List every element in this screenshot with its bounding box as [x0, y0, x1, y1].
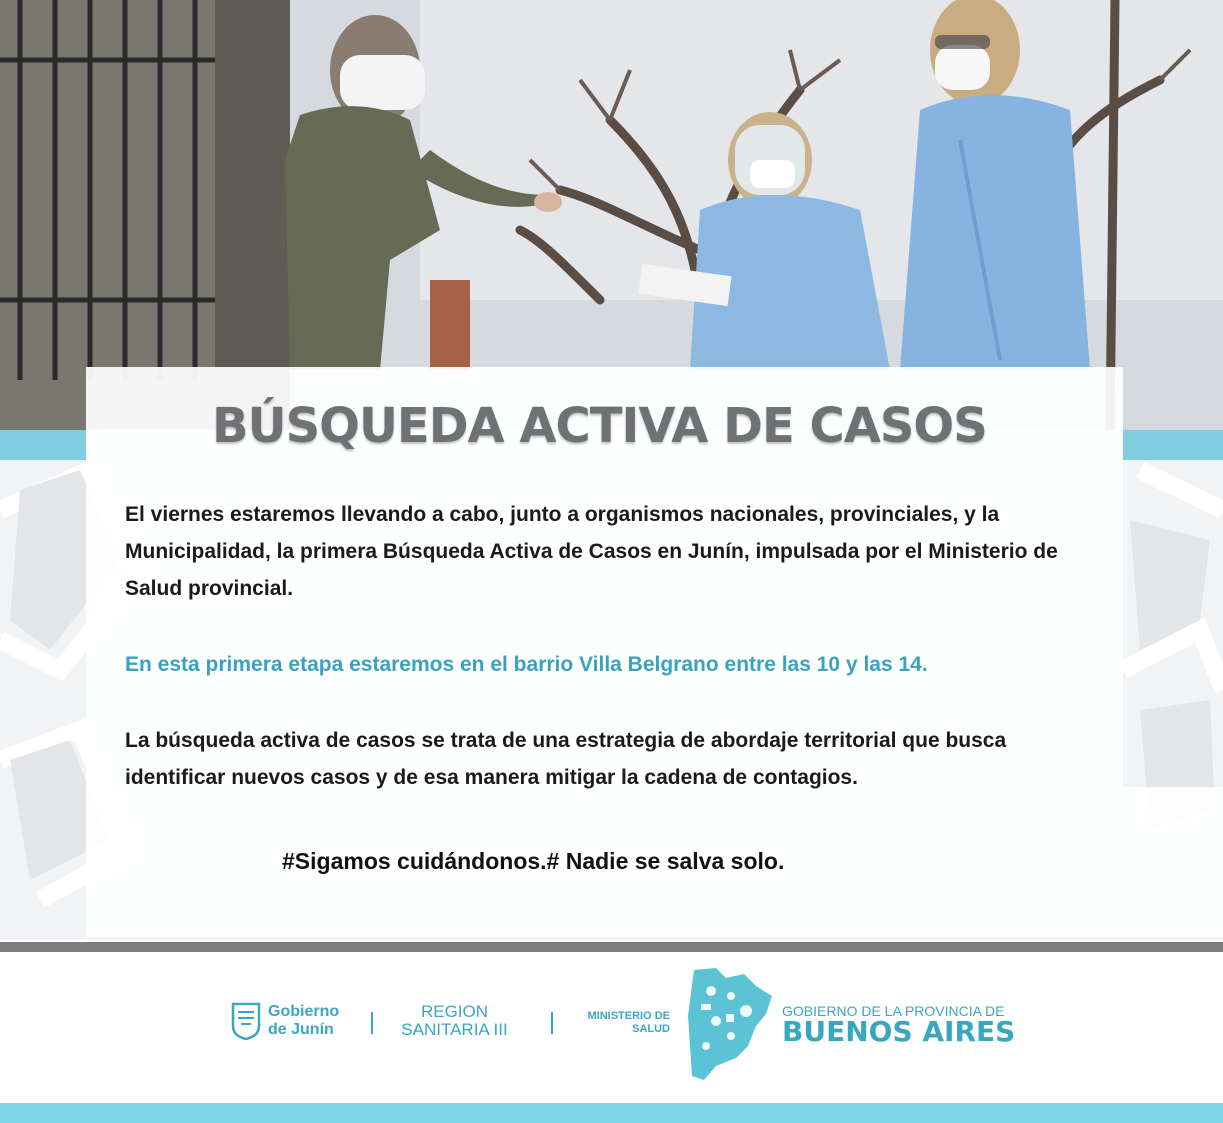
- paragraph-schedule: En esta primera etapa estaremos en el barrio Villa Belgrano entre las 10 y las 14.: [125, 653, 928, 676]
- paragraph-description: La búsqueda activa de casos se trata de una estrategia de abordaje territorial que busca identificar nuevos casos y de esa manera mitigar la cadena de contagios.: [125, 729, 1007, 789]
- teal-accent-band-left: [0, 430, 86, 460]
- header-photo: [0, 0, 1223, 430]
- page-title: BÚSQUEDA ACTIVA DE CASOS: [212, 398, 987, 454]
- junin-shield-logo-icon: [231, 1002, 261, 1040]
- logo-separator: [371, 1012, 373, 1034]
- region-logo-line1: REGION: [420, 1002, 489, 1021]
- hashtag-slogan: #Sigamos cuidándonos.# Nadie se salva solo.: [282, 848, 785, 874]
- header-photo-illustration: [0, 0, 1223, 430]
- junin-logo-line1: Gobierno: [268, 1003, 340, 1020]
- footer-divider: [0, 942, 1223, 952]
- junin-logo-line2: de Junín: [268, 1021, 334, 1038]
- region-logo-line2: SANITARIA III: [401, 1020, 508, 1039]
- footer-logos: [0, 952, 1223, 1102]
- logo-separator: [551, 1012, 553, 1034]
- buenos-aires-map-logo-icon: [686, 966, 776, 1082]
- ministerio-logo-line2: SALUD: [632, 1023, 670, 1035]
- teal-bottom-band: [0, 1103, 1223, 1123]
- ministerio-logo-line1: MINISTERIO DE: [587, 1010, 670, 1022]
- provincia-logo-line1: GOBIERNO DE LA PROVINCIA DE: [782, 1003, 1005, 1019]
- provincia-logo-line2: BUENOS AIRES: [782, 1015, 1016, 1048]
- teal-accent-band-right: [1123, 430, 1223, 460]
- paragraph-intro: El viernes estaremos llevando a cabo, junto a organismos nacionales, provinciales, y la Municipalidad, la primera Búsqueda Activa de Casos en Junín, impulsada por el Ministerio de Salud provincial.: [125, 503, 1058, 600]
